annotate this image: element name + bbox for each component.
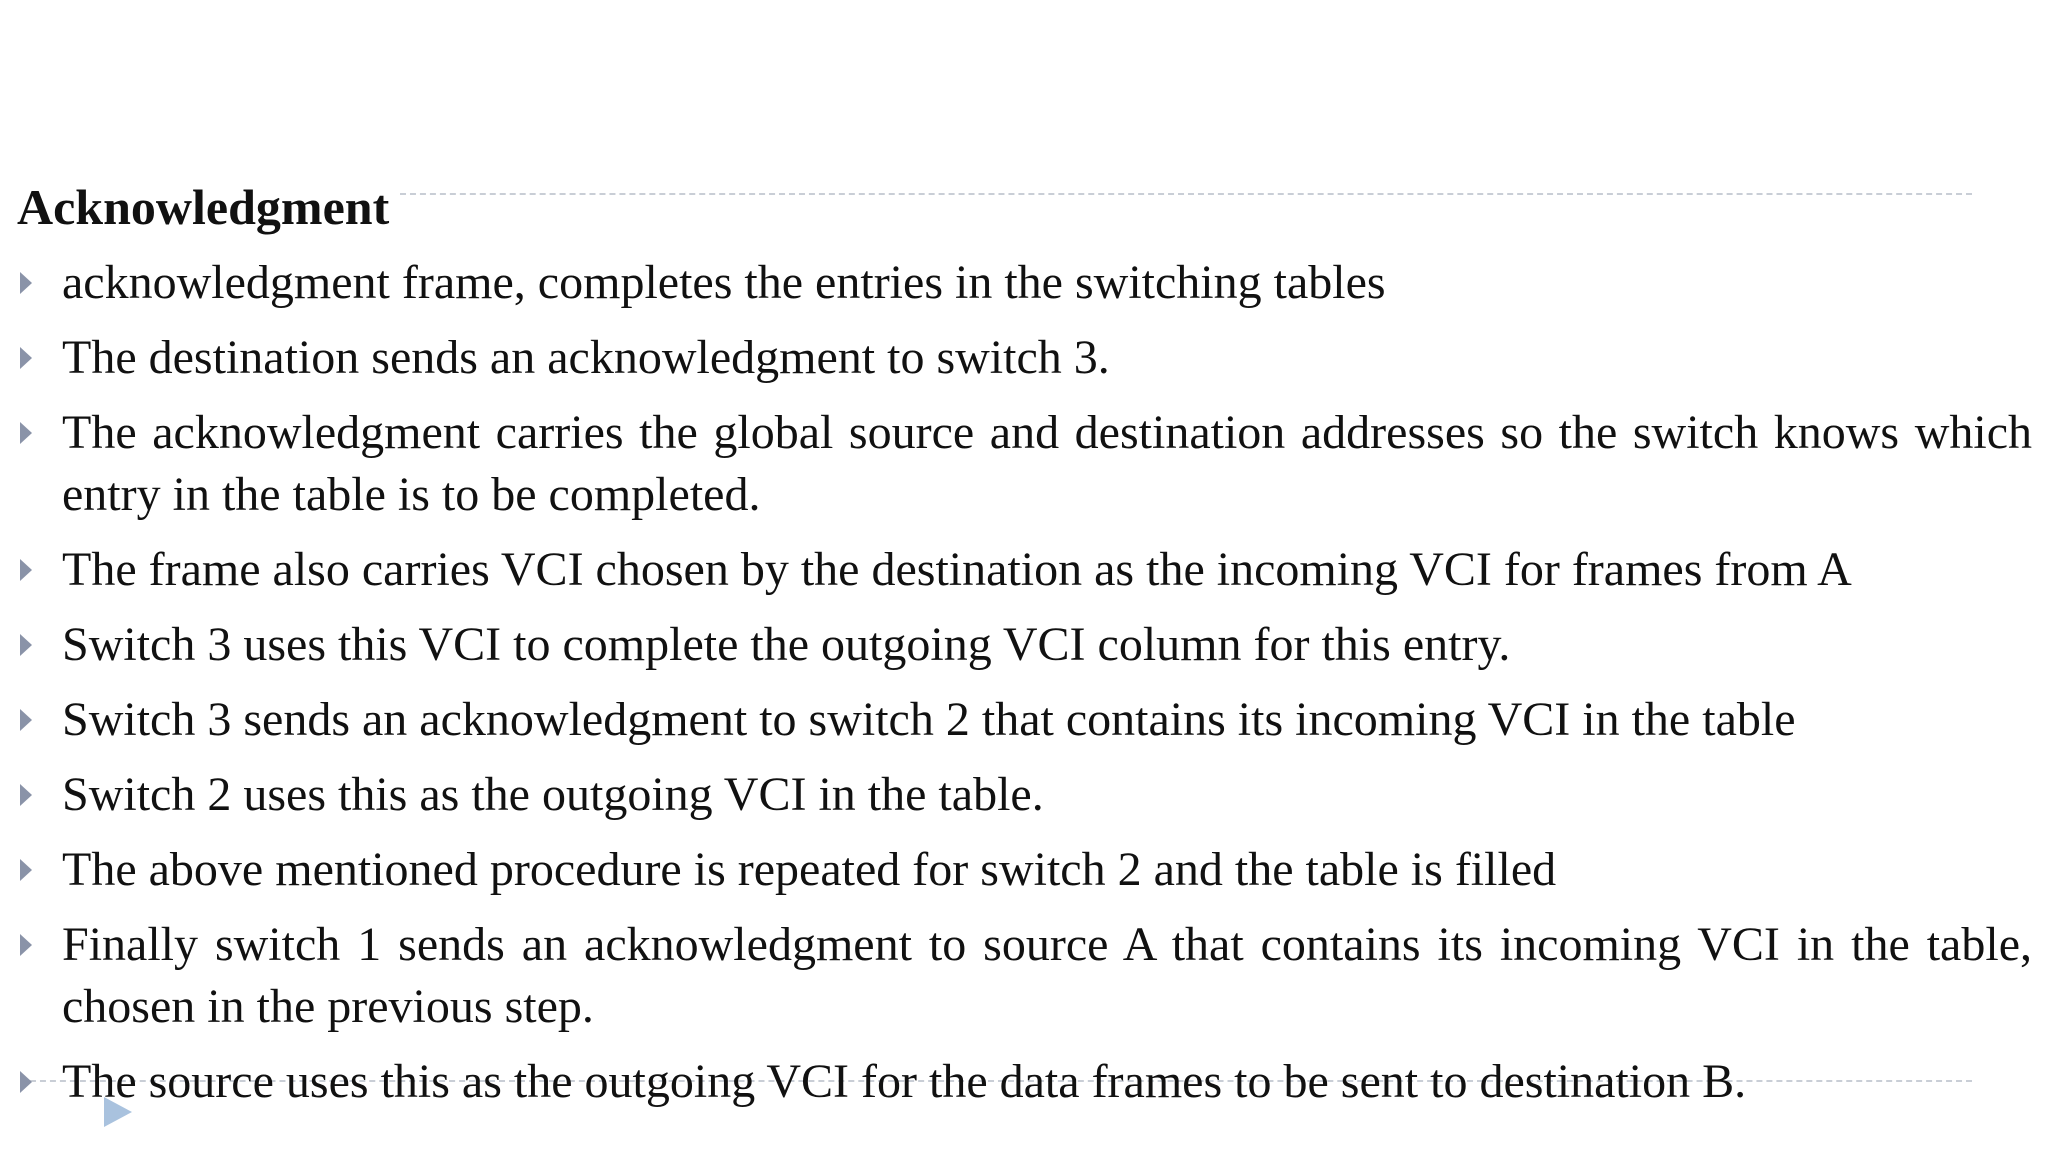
- bullet-text: acknowledgment frame, completes the entries in the switching tables: [62, 256, 1386, 309]
- triangle-bullet-icon: [20, 1071, 32, 1093]
- bullet-text: Switch 3 uses this VCI to complete the outgoing VCI column for this entry.: [62, 618, 1511, 671]
- bullet-text: The acknowledgment carries the global source and destination addresses so the switch knows which entry in the table is to be completed.: [62, 406, 2032, 521]
- bullet-text: Finally switch 1 sends an acknowledgment to source A that contains its incoming VCI in the table, chosen in the previous step.: [62, 918, 2032, 1033]
- bullet-text: The frame also carries VCI chosen by the destination as the incoming VCI for frames from A: [62, 543, 1852, 596]
- triangle-bullet-icon: [20, 634, 32, 656]
- bullet-text: The destination sends an acknowledgment to switch 3.: [62, 331, 1110, 384]
- triangle-bullet-icon: [20, 422, 32, 444]
- triangle-bullet-icon: [20, 272, 32, 294]
- triangle-bullet-icon: [20, 784, 32, 806]
- next-slide-arrow-icon[interactable]: [104, 1097, 132, 1127]
- triangle-bullet-icon: [20, 934, 32, 956]
- bullet-text: The above mentioned procedure is repeated for switch 2 and the table is filled: [62, 843, 1557, 896]
- triangle-bullet-icon: [20, 347, 32, 369]
- triangle-bullet-icon: [20, 859, 32, 881]
- bullet-text: The source uses this as the outgoing VCI for the data frames to be sent to destination B.: [62, 1055, 1747, 1108]
- bullet-text: Switch 2 uses this as the outgoing VCI in the table.: [62, 768, 1044, 821]
- triangle-bullet-icon: [20, 709, 32, 731]
- bullet-text: Switch 3 sends an acknowledgment to switch 2 that contains its incoming VCI in the table: [62, 693, 1796, 746]
- slide-title: Acknowledgment: [17, 172, 399, 242]
- triangle-bullet-icon: [20, 559, 32, 581]
